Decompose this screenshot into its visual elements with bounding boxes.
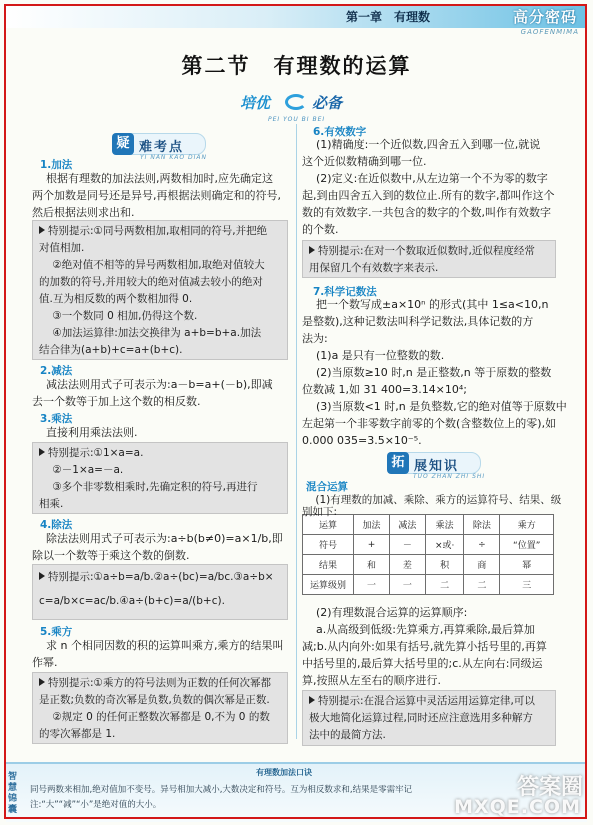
- para-division-2: 除以一个数等于乘这个数的倒数.: [32, 549, 190, 562]
- triangle-icon: [39, 572, 45, 580]
- triangle-icon: [39, 226, 45, 234]
- heading-division: 4.除法: [40, 519, 73, 531]
- para-sig-2: 这个近似数精确到哪一位.: [302, 155, 427, 168]
- tag-text: 难考点: [139, 140, 185, 155]
- tip-line: 特别提示:在对一个数取近似数时,近似程度经常: [318, 245, 535, 257]
- table-cell: “位置”: [500, 535, 554, 555]
- para-addition-3: 然后根据法则求出和.: [32, 206, 135, 219]
- para-sci-9: 0.000 035=3.5×10⁻⁵.: [302, 434, 422, 447]
- table-cell: 积: [425, 555, 464, 575]
- tag-key: 拓: [387, 452, 409, 474]
- para-addition-2: 两个加数是同号还是异号,再根据法则确定和的符号,: [32, 189, 281, 202]
- para-subtraction-1: 减法法则用式子可表示为:a－b=a+(－b),即减: [32, 378, 273, 391]
- para-sci-5: (2)当原数≥10 时,n 是正整数,n 等于原数的整数: [302, 366, 552, 379]
- para-power-2: 作幂.: [32, 656, 58, 669]
- triangle-icon: [39, 448, 45, 456]
- heading-scientific-notation: 7.科学记数法: [313, 286, 377, 298]
- table-cell: 运算级别: [303, 575, 354, 595]
- tag-text: 展知识: [414, 459, 460, 474]
- tip-line: ③多个非零数相乘时,先确定积的符号,再进行: [39, 481, 258, 493]
- table-cell: 减法: [389, 515, 425, 535]
- table-cell: +: [354, 535, 390, 555]
- tag-pinyin: YI NAN KAO DIAN: [140, 154, 207, 161]
- table-cell: 和: [354, 555, 390, 575]
- tag-difficult-points: [112, 133, 206, 155]
- table-cell: 幂: [500, 555, 554, 575]
- header-bar: [6, 6, 587, 28]
- tip-box-addition: [32, 220, 288, 360]
- table-cell: 商: [464, 555, 500, 575]
- triangle-icon: [309, 246, 315, 254]
- table-cell: ÷: [464, 535, 500, 555]
- table-cell: 加法: [354, 515, 390, 535]
- table-cell: 乘法: [425, 515, 464, 535]
- table-cell: ×或·: [425, 535, 464, 555]
- tip-line: 用保留几个有效数字来表示.: [309, 262, 439, 274]
- para-order-1: (2)有理数混合运算的运算顺序:: [302, 606, 468, 619]
- para-sig-5: 数的有效数字.一共包含的数字的个数,叫作有效数字: [302, 206, 551, 219]
- para-division-1: 除法法则用式子可表示为:a÷b(b≠0)=a×1/b,即: [32, 532, 283, 545]
- para-sig-6: 的个数.: [302, 223, 339, 236]
- table-cell: 一: [389, 575, 425, 595]
- para-sci-1: 把一个数写成±a×10ⁿ 的形式(其中 1≤a<10,n: [302, 298, 549, 311]
- watermark-url: MXQE.COM: [454, 796, 581, 818]
- column-divider: [296, 124, 297, 739]
- para-power-1: 求 n 个相同因数的积的运算叫乘方,乘方的结果叫: [32, 639, 284, 652]
- para-sci-6: 位数减 1,如 31 400=3.14×10⁴;: [302, 383, 468, 396]
- tip-line: 特别提示:①乘方的符号法则为正数的任何次幂都: [48, 677, 271, 689]
- table-cell: －: [389, 535, 425, 555]
- para-sig-3: (2)定义:在近似数中,从左边第一个不为零的数字: [302, 172, 548, 185]
- triangle-icon: [309, 696, 315, 704]
- tip-line: 结合律为(a+b)+c=a+(b+c).: [39, 344, 183, 356]
- tip-line: ④加法运算律:加法交换律为 a+b=b+a.加法: [39, 327, 262, 339]
- wisdom-line-2: 注:“大”“减”“小”是绝对值的大小。: [30, 800, 162, 810]
- para-mixed-1: (1)有理数的加减、乘除、乘方的运算符号、结果、级: [302, 494, 562, 506]
- table-row: [303, 555, 554, 575]
- tip-line: 极大地简化运算过程,同时还应注意选用多种解方: [309, 712, 533, 724]
- para-multiplication-1: 直接利用乘法法则.: [32, 426, 138, 439]
- table-cell: 运算: [303, 515, 354, 535]
- tip-box-significant: [302, 240, 556, 278]
- table-cell: 结果: [303, 555, 354, 575]
- tag-extended-knowledge: [387, 452, 481, 474]
- tip-line: 特别提示:①a÷b=a/b.②a÷(bc)=a/bc.③a÷b×: [48, 571, 274, 583]
- tip-line: ②绝对值不相等的异号两数相加,取绝对值较大: [39, 259, 265, 271]
- para-order-3: 减;b.从内向外:如果有括号,就先算小括号里的,再算: [302, 640, 547, 653]
- tip-line: c=a/b×c=ac/b.④a÷(b+c)=a/(b+c).: [39, 595, 225, 607]
- para-sci-3: 法为:: [302, 332, 328, 345]
- tip-box-mixed: [302, 690, 556, 746]
- heading-significant-figures: 6.有效数字: [313, 126, 367, 138]
- tip-box-power: [32, 672, 288, 744]
- tip-line: 特别提示:①同号两数相加,取相同的符号,并把绝: [48, 225, 268, 237]
- table-cell: 一: [354, 575, 390, 595]
- tag-key: 疑: [112, 133, 134, 155]
- para-sci-7: (3)当原数<1 时,n 是负整数,它的绝对值等于原数中: [302, 400, 567, 413]
- table-cell: 差: [389, 555, 425, 575]
- operations-table: [302, 514, 554, 595]
- tip-line: 的零次幂都是 1.: [39, 728, 116, 740]
- table-row: [303, 535, 554, 555]
- heading-subtraction: 2.减法: [40, 365, 73, 377]
- tip-box-division: [32, 564, 288, 620]
- para-sci-2: 是整数),这种记数法叫科学记数法,具体记数的方: [302, 315, 534, 328]
- table-cell: 除法: [464, 515, 500, 535]
- brand-pinyin: GAOFENMIMA: [520, 28, 579, 36]
- section-title: 第二节 有理数的运算: [181, 54, 412, 78]
- tip-line: ②－1×a=－a.: [39, 464, 124, 476]
- wisdom-side-label: 智慧锦囊: [8, 772, 18, 815]
- para-addition-1: 根据有理数的加法法则,两数相加时,应先确定这: [32, 172, 273, 185]
- tip-line: 特别提示:①1×a=a.: [48, 447, 144, 459]
- heading-power: 5.乘方: [40, 626, 73, 638]
- banner: [230, 92, 360, 114]
- tip-line: 值.互为相反数的两个数相加得 0.: [39, 293, 193, 305]
- tip-line: 特别提示:在混合运算中灵活运用运算定律,可以: [318, 695, 535, 707]
- tip-line: 是正数;负数的奇次幂是负数,负数的偶次幂是正数.: [39, 694, 270, 706]
- para-subtraction-2: 去一个数等于加上这个数的相反数.: [32, 395, 201, 408]
- heading-addition: 1.加法: [40, 159, 73, 171]
- tip-line: 相乘.: [39, 498, 64, 510]
- heading-mixed-operations: 混合运算: [306, 481, 348, 493]
- wisdom-heading: 有理数加法口诀: [256, 768, 312, 777]
- tip-line: 的加数的符号,并用较大的绝对值减去较小的绝对: [39, 276, 263, 288]
- para-order-5: 算,按照从左至右的顺序进行.: [302, 674, 441, 687]
- tag-pinyin: TUO ZHAN ZHI SHI: [413, 473, 486, 480]
- para-mixed-2: 别如下:: [302, 506, 338, 518]
- banner-left: 培优: [240, 94, 271, 112]
- table-cell: 符号: [303, 535, 354, 555]
- table-cell: 二: [425, 575, 464, 595]
- banner-pinyin: PEI YOU BI BEI: [268, 116, 326, 123]
- para-sci-8: 左起第一个非零数字前零的个数(含整数位上的零),如: [302, 417, 557, 430]
- table-cell: 三: [500, 575, 554, 595]
- brand-logo: 高分密码: [512, 8, 577, 26]
- tip-line: ②规定 0 的任何正整数次幂都是 0,不为 0 的数: [39, 711, 270, 723]
- banner-right: 必备: [312, 94, 343, 112]
- para-order-4: 中括号里的,最后算大括号里的;c.从左向右:同级运: [302, 657, 543, 670]
- swirl-icon: [285, 94, 307, 110]
- table-cell: 乘方: [500, 515, 554, 535]
- chapter-label: 第一章 有理数: [346, 10, 431, 24]
- tip-line: ③一个数同 0 相加,仍得这个数.: [39, 310, 198, 322]
- table-row: [303, 515, 554, 535]
- para-sci-4: (1)a 是只有一位整数的数.: [302, 349, 445, 362]
- tip-line: 法中的最简方法.: [309, 729, 386, 741]
- tip-line: 对值相加.: [39, 242, 85, 254]
- table-row: [303, 575, 554, 595]
- heading-multiplication: 3.乘法: [40, 413, 73, 425]
- para-order-2: a.从高级到低级:先算乘方,再算乘除,最后算加: [302, 623, 535, 636]
- watermark-logo: 答案圈: [516, 775, 583, 800]
- para-sig-1: (1)精确度:一个近似数,四舍五入到哪一位,就说: [302, 138, 541, 151]
- tip-box-multiplication: [32, 442, 288, 514]
- wisdom-line-1: 同号两数来相加,绝对值加不变号。异号相加大减小,大数决定和符号。互为相反数求和,结果是零需牢记: [30, 785, 413, 795]
- table-cell: 二: [464, 575, 500, 595]
- triangle-icon: [39, 678, 45, 686]
- para-sig-4: 起,到由四舍五入到的数位止.所有的数字,都叫作这个: [302, 189, 555, 202]
